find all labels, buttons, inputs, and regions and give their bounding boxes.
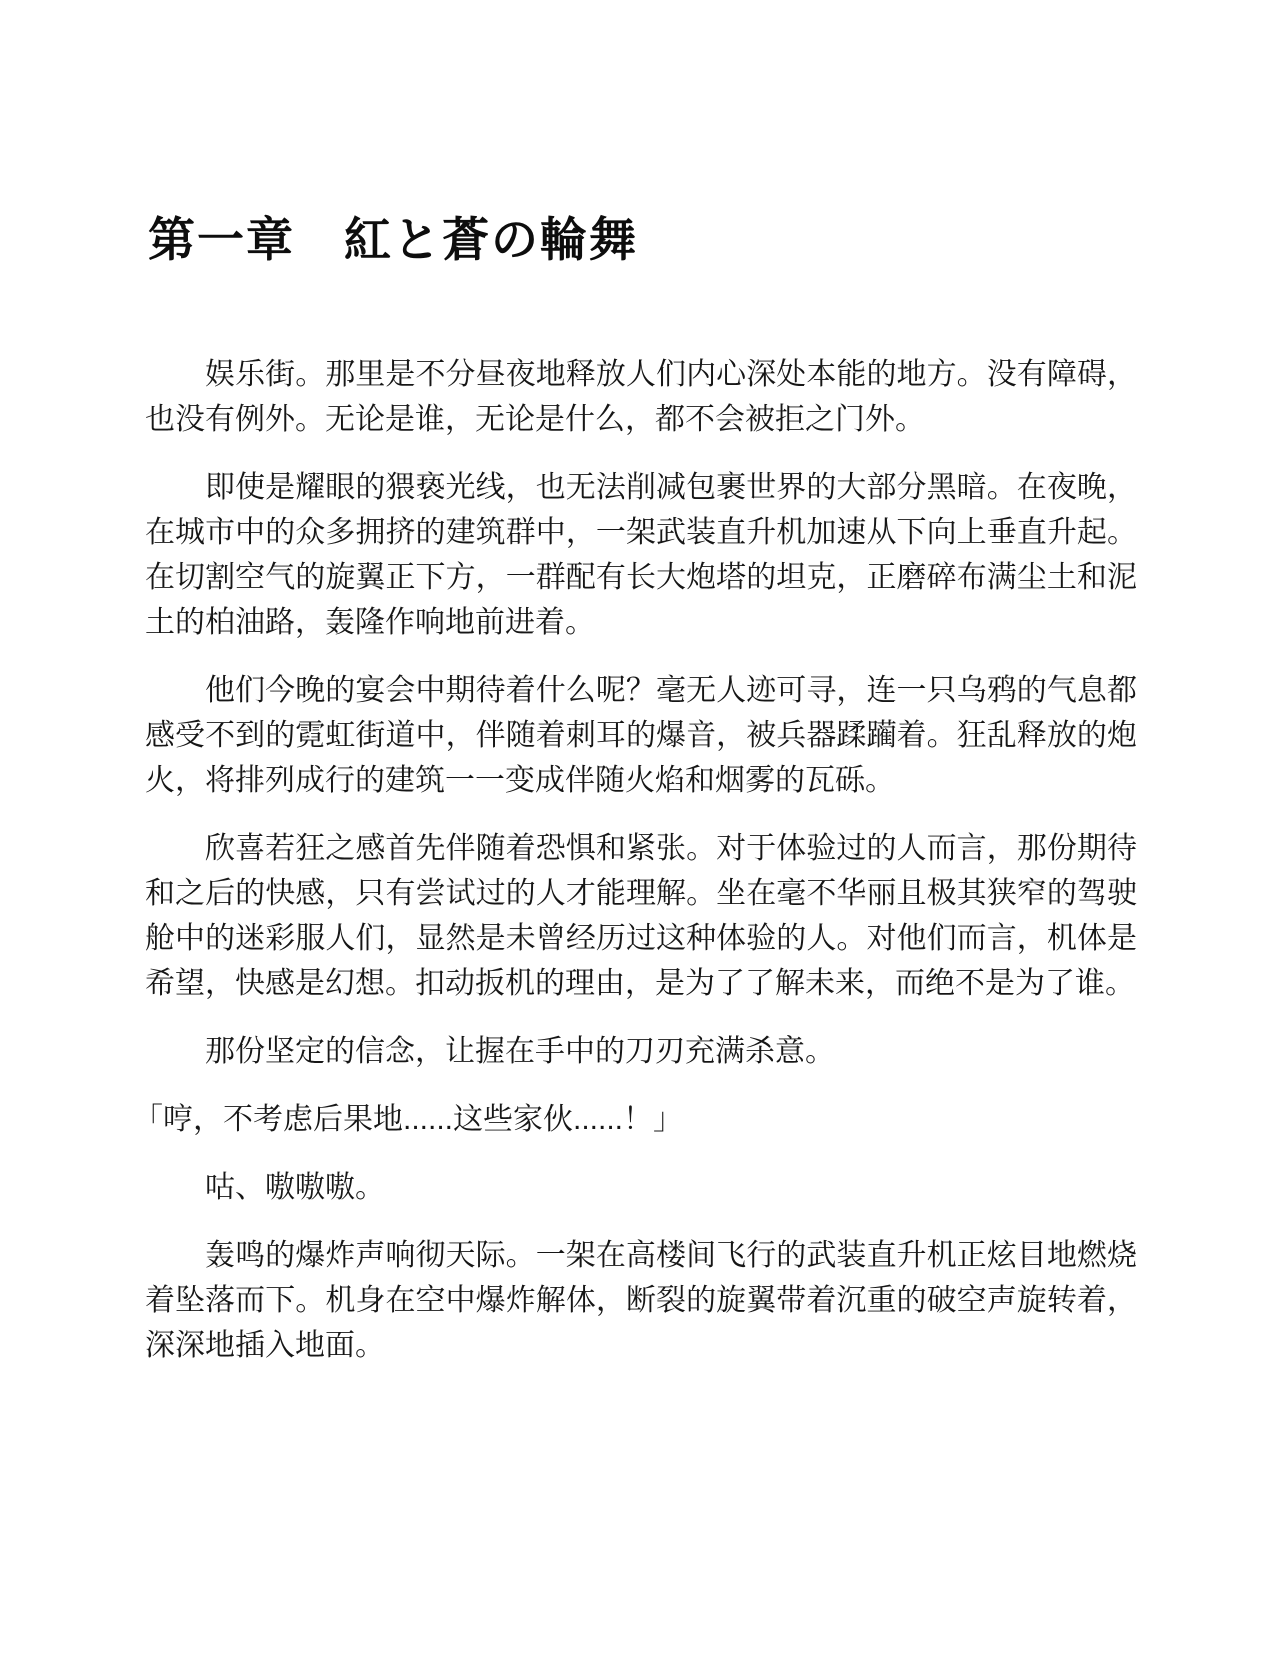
paragraph-helicopter-rise: 即使是耀眼的猥亵光线，也无法削减包裹世界的大部分黑暗。在夜晚，在城市中的众多拥挤的建筑群中，一架武装直升机加速从下向上垂直升起。在切割空气的旋翼正下方，一群配有长大炮塔的坦克，正磨碎布满尘土和泥土的柏油路，轰隆作响地前进着。 xyxy=(145,471,1137,639)
paragraph-blade-intent: 那份坚定的信念，让握在手中的刀刃充满杀意。 xyxy=(205,1035,835,1068)
chapter-title: 第一章 紅と蒼の輪舞 xyxy=(148,213,638,267)
paragraph-sound-effect: 咕、嗷嗷嗷。 xyxy=(205,1171,385,1204)
paragraph-explosion-crash: 轰鸣的爆炸声响彻天际。一架在高楼间飞行的武装直升机正炫目地燃烧着坠落而下。机身在空中爆炸解体，断裂的旋翼带着沉重的破空声旋转着，深深地插入地面。 xyxy=(145,1239,1137,1362)
paragraph-ecstasy: 欣喜若狂之感首先伴随着恐惧和紧张。对于体验过的人而言，那份期待和之后的快感，只有尝试过的人才能理解。坐在毫不华丽且极其狭窄的驾驶舱中的迷彩服人们，显然是未曾经历过这种体验的人。对他们而言，机体是希望，快感是幻想。扣动扳机的理由，是为了了解未来，而绝不是为了谁。 xyxy=(145,832,1137,1000)
body-text xyxy=(133,352,1137,1391)
paragraph-dialogue: 「哼，不考虑后果地......这些家伙......！」 xyxy=(133,1103,684,1136)
paragraph-entertainment-district: 娱乐街。那里是不分昼夜地释放人们内心深处本能的地方。没有障碍，也没有例外。无论是谁，无论是什么，都不会被拒之门外。 xyxy=(145,358,1137,436)
paragraph-neon-street: 他们今晚的宴会中期待着什么呢？毫无人迹可寻，连一只乌鸦的气息都感受不到的霓虹街道中，伴随着刺耳的爆音，被兵器蹂躏着。狂乱释放的炮火，将排列成行的建筑一一变成伴随火焰和烟雾的瓦砾。 xyxy=(145,674,1137,797)
